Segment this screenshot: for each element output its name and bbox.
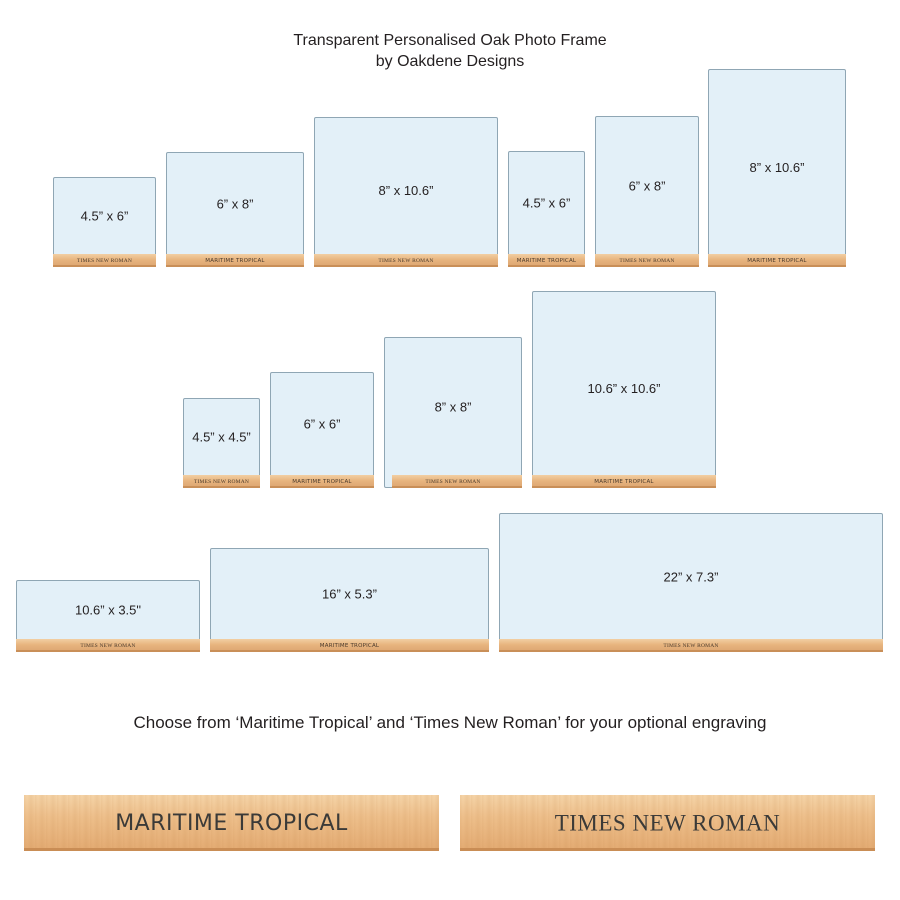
engraving-label: TIMES NEW ROMAN xyxy=(193,479,250,485)
engraving-label: TIMES NEW ROMAN xyxy=(76,258,133,264)
title-line-2: by Oakdene Designs xyxy=(375,53,525,70)
sample-text-maritime-tropical: MARITIME TROPICAL xyxy=(115,810,348,836)
engraving-label: TIMES NEW ROMAN xyxy=(80,643,136,649)
frame-size-label: 8” x 10.6” xyxy=(749,160,805,175)
engraving-label: MARITIME TROPICAL xyxy=(594,479,654,485)
frame-4.5x6-mt xyxy=(508,151,585,267)
engraving-note: Choose from ‘Maritime Tropical’ and ‘Times New Roman’ for your optional engraving xyxy=(133,713,767,732)
frame-4.5x4.5-tnr xyxy=(183,398,260,488)
engraving-label: MARITIME TROPICAL xyxy=(205,258,265,264)
frame-size-label: 8” x 10.6” xyxy=(378,183,434,198)
sample-text-times-new-roman: TIMES NEW ROMAN xyxy=(554,809,781,835)
frame-size-label: 8” x 8” xyxy=(434,399,472,414)
engraving-label: TIMES NEW ROMAN xyxy=(619,258,675,264)
frame-8x8-tnr xyxy=(384,337,522,488)
frame-size-label: 22” x 7.3” xyxy=(663,569,719,584)
engraving-label: TIMES NEW ROMAN xyxy=(663,643,719,649)
frame-6x8-mt xyxy=(166,152,304,267)
page-title xyxy=(0,30,900,72)
frame-size-label: 4.5” x 4.5” xyxy=(192,429,251,445)
frame-8x10.6-mt xyxy=(708,69,846,267)
title-line-1: Transparent Personalised Oak Photo Frame xyxy=(293,32,607,49)
frame-size-label: 16” x 5.3” xyxy=(322,586,377,602)
engraving-label: TIMES NEW ROMAN xyxy=(378,258,434,264)
frame-4.5x6-tnr xyxy=(53,177,156,267)
sample-plank-maritime-tropical xyxy=(24,795,439,851)
engraving-label: TIMES NEW ROMAN xyxy=(425,479,481,485)
engraving-label: MARITIME TROPICAL xyxy=(319,643,380,649)
engraving-label: MARITIME TROPICAL xyxy=(516,258,577,264)
frame-size-label: 4.5” x 6” xyxy=(80,208,129,224)
frame-6x8-tnr xyxy=(595,116,699,267)
frame-22x7.3-tnr xyxy=(499,513,883,652)
frame-size-label: 4.5” x 6” xyxy=(522,195,571,211)
frame-size-label: 10.6” x 3.5" xyxy=(74,602,142,618)
frame-size-label: 6” x 8” xyxy=(628,178,666,193)
engraving-label: MARITIME TROPICAL xyxy=(292,479,352,485)
frame-size-label: 6” x 6” xyxy=(303,416,341,432)
engraving-label: MARITIME TROPICAL xyxy=(747,258,807,264)
frame-10.6x3.5-tnr xyxy=(16,580,200,652)
sample-plank-times-new-roman xyxy=(460,795,875,851)
frame-16x5.3-mt xyxy=(210,548,489,652)
frame-10.6x10.6-mt xyxy=(532,291,716,488)
frame-8x10.6-tnr xyxy=(314,117,498,267)
frame-6x6-mt xyxy=(270,372,374,488)
frame-size-label: 6” x 8” xyxy=(216,196,254,211)
frame-size-label: 10.6” x 10.6” xyxy=(587,381,661,396)
